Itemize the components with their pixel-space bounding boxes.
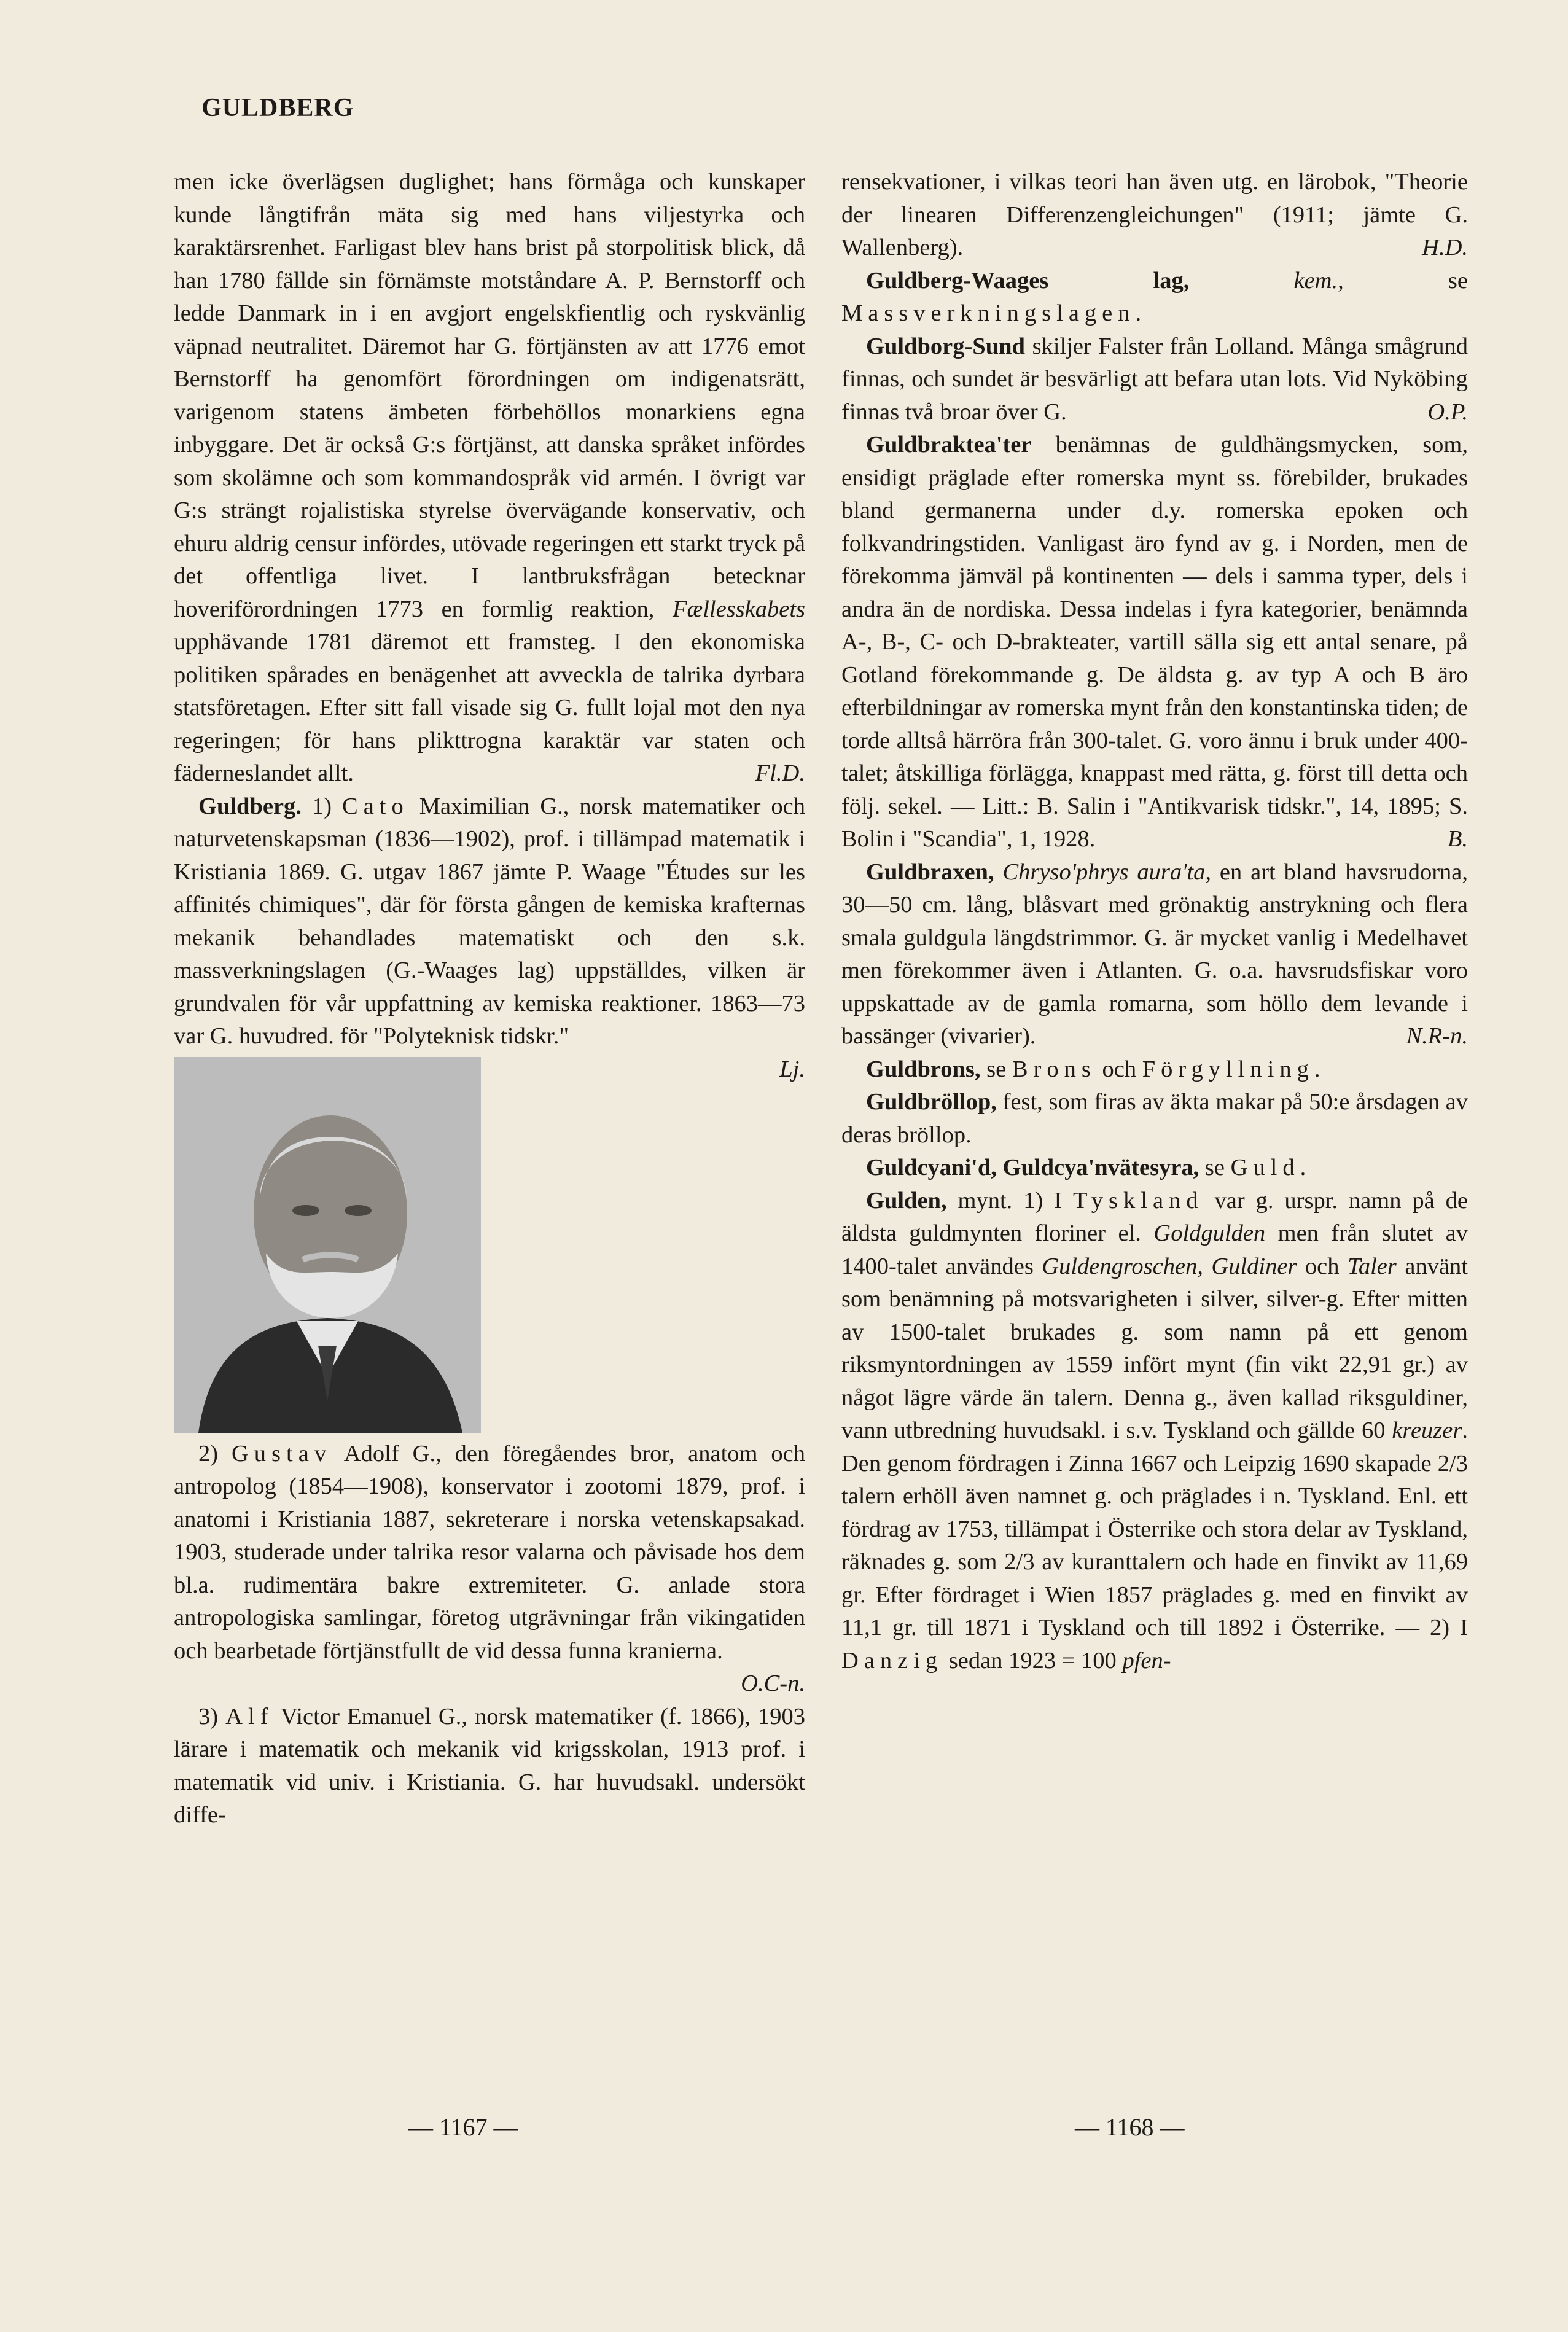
spaced-name: Alf: [225, 1703, 274, 1730]
entry-gulden: [841, 1185, 1468, 1678]
author-signature: Fl.D.: [755, 760, 805, 786]
entry-guldberg: [174, 790, 805, 1053]
paragraph-continuation: [841, 166, 1468, 265]
italic-run: pfen-: [1122, 1647, 1171, 1674]
author-signature: H.D.: [1422, 235, 1468, 260]
text-run: .: [1300, 1155, 1306, 1180]
author-signature: Lj.: [779, 1056, 805, 1082]
entry-headword: Guldbraktea'ter: [866, 432, 1032, 458]
entry-headword: Guldberg.: [198, 793, 302, 819]
text-run: . Den genom fördragen i Zinna 1667 och Leipzig 1690 skapade 2/3 talern erhöll även namnet g. och präglades i n. Tyskland. Enl. ett fördrag av 1753, tillämpat i Österrike och stora delar av Tyskland, räknades g. som 2/3 av kuranttalern och hade en finvikt av 11,69 gr. Efter fördraget i Wien 1857 präglades g. med en finvikt av 11,1 gr. till 1871 i Tyskland och till 1892 i Österrike. — 2) I: [841, 1418, 1468, 1640]
italic-run: Goldgulden: [1153, 1220, 1266, 1246]
italic-run: kem.: [1189, 267, 1338, 294]
entry-alf: [174, 1701, 805, 1832]
text-run: använt som benämning på motsvarigheten i silver, silver-g. Efter mitten av 1500-talet brukades g. som namn på ett genom riksmyntordningen av 1559 infört mynt (fin vikt 22,91 gr.) av något lägre värde än talern. Denna g., även kallad riksguldiner, vann utbredning huvudsakl. i s.v. Tyskland och gällde 60: [841, 1253, 1468, 1443]
text-run: mynt. 1) I: [946, 1187, 1073, 1214]
entry-headword: Guldbraxen,: [866, 859, 994, 885]
entry-guldcyanid: [841, 1152, 1468, 1185]
italic-run: Chryso'phrys aura'ta,: [994, 859, 1211, 885]
text-run: Adolf G., den föregåendes bror, anatom och antropolog (1854—1908), konservator i zootomi 1879, prof. i anatomi i Kristiania 1887, sekreterare i norska vetenskapsakad. 1903, studerade under talrika resor valarna och påvisade hos dem bl.a. rudimentära bakre extremiteter. G. anlade stora antropologiska samlingar, företog utgrävningar från vikingatiden och bearbetade förtjänstfullt de vid dessa funna kranierna.: [174, 1440, 805, 1664]
portrait-illustration: [174, 1057, 481, 1433]
spaced-word: Tyskland: [1072, 1187, 1204, 1214]
text-run: .: [1314, 1056, 1320, 1082]
text-run: se: [1199, 1155, 1231, 1180]
text-run: 2): [198, 1440, 232, 1467]
author-signature: B.: [1447, 826, 1468, 852]
entry-guldborg-sund: [841, 330, 1468, 429]
entry-gustav: [174, 1438, 805, 1696]
text-run: rensekvationer, i vilkas teori han även utg. en lärobok, "Theorie der linearen Differenzengleichungen" (1911; jämte G. Wallenberg).: [841, 169, 1468, 260]
italic-run: Taler: [1347, 1253, 1397, 1279]
entry-headword: Guldbröllop,: [866, 1089, 997, 1115]
italic-run: Fællesskabets: [673, 596, 805, 622]
cross-reference: Förgyllning: [1142, 1056, 1314, 1082]
entry-guldbrakteater: [841, 429, 1468, 856]
portrait-photo: [174, 1057, 481, 1433]
entry-headword: Gulden,: [866, 1187, 947, 1214]
text-run: sedan 1923 = 100: [943, 1647, 1123, 1674]
text-run: 1): [301, 793, 343, 819]
entry-headword: Guldberg-Waages lag,: [866, 267, 1190, 294]
right-column: [841, 166, 1468, 1677]
text-run: , se: [1338, 267, 1468, 294]
text-run: .: [1135, 300, 1142, 326]
author-signature: O.P.: [1427, 399, 1468, 425]
entry-guldberg-waages-lag: [841, 265, 1468, 330]
text-run: skiljer Falster från Lolland. Många smågrund finnas, och sundet är besvärligt att befara utan lots. Vid Nyköbing finnas två broar över G.: [841, 333, 1468, 425]
text-run: var g. urspr. namn på de äldsta guldmynten floriner el.: [841, 1187, 1468, 1246]
left-column: [174, 166, 805, 1832]
text-run: Victor Emanuel G., norsk matematiker (f. 1866), 1903 lärare i matematik och mekanik vid krigsskolan, 1913 prof. i matematik vid univ. i Kristiania. G. har huvudsakl. undersökt diffe-: [174, 1703, 805, 1828]
spaced-name: Gustav: [232, 1440, 332, 1467]
text-run: en art bland havsrudorna, 30—50 cm. lång, blåsvart med grönaktig anstrykning och flera smala guldgula längdstrimmor. G. är mycket vanlig i Medelhavet men förekommer även i Atlanten. G. o.a. havsrudsfiskar voro uppskattade av de gamla romarna, som höllo dem levande i bassänger (vivarier).: [841, 859, 1468, 1049]
text-run: men från slutet av 1400-talet användes: [841, 1220, 1468, 1279]
text-run: Maximilian G., norsk matematiker och naturvetenskapsman (1836—1902), prof. i tillämpad matematik i Kristiania 1869. G. utgav 1867 jämte P. Waage "Études sur les affinités chimiques", där för första gången de kemiska krafternas mekanik behandlades matematiskt och den s.k. massverkningslagen (G.-Waages lag) uppställdes, vilken är grundvalen för vår uppfattning av kemiska reaktioner. 1863—73 var G. huvudred. för "Polyteknisk tidskr.": [174, 793, 805, 1049]
text-run: 3): [198, 1703, 226, 1730]
text-run: fest, som firas av äkta makar på 50:e årsdagen av deras bröllop.: [841, 1089, 1468, 1148]
entry-headword: Guldborg-Sund: [866, 333, 1025, 359]
page-number-right: — 1168 —: [1075, 2113, 1185, 2141]
cross-reference: Brons: [1012, 1056, 1096, 1082]
text-run: och: [1297, 1253, 1348, 1279]
text-run: se: [980, 1056, 1012, 1082]
entry-guldbraxen: [841, 856, 1468, 1053]
entry-guldbrons: [841, 1053, 1468, 1086]
text-run: upphävande 1781 däremot ett framsteg. I den ekonomiska politiken spårades en benägenhet att avveckla de talrika dyrbara statsföretagen. Efter sitt fall visade sig G. fullt lojal mot den nya regeringen; för hans plikttrogna karaktär var staten och fäderneslandet allt.: [174, 629, 805, 786]
entry-headword: Guldbrons,: [866, 1056, 981, 1082]
author-signature: N.R-n.: [1406, 1023, 1468, 1049]
running-header: GULDBERG: [201, 94, 354, 122]
entry-guldbrollop: [841, 1086, 1468, 1152]
cross-reference: Guld: [1230, 1155, 1300, 1180]
author-signature: O.C-n.: [741, 1671, 805, 1696]
text-run: benämnas de guldhängsmycken, som, ensidigt präglade efter romerska mynt ss. förebilder, brukades bland germanerna under d.y. romerska epoken och folkvandringstiden. Vanligast äro fynd av g. i Norden, men de förekomma jämväl på kontinenten — dels i samma typer, dels i andra än de nordiska. Dessa indelas i fyra kategorier, benämnda A-, B-, C- och D-brakteater, vartill sälla sig ett antal senare, på Gotland förekommande g. De äldsta g. av typ A och B äro efterbildningar av romerska mynt från den konstantinska tiden; de torde alltså härröra från 300-talet. G. voro ännu i bruk under 400-talet; åtskilliga förlägga, knappast med rätta, g. först till detta och följ. sekel. — Litt.: B. Salin i "Antikvarisk tidskr.", 14, 1895; S. Bolin i "Scandia", 1, 1928.: [841, 432, 1468, 852]
text-run: och: [1096, 1056, 1142, 1082]
italic-run: kreuzer: [1392, 1418, 1462, 1443]
paragraph-continuation: [174, 166, 805, 790]
entry-headword: Guldcyani'd, Guldcya'nvätesyra,: [866, 1155, 1199, 1180]
page-number-left: — 1167 —: [408, 2113, 518, 2141]
italic-run: Guldengroschen, Guldiner: [1042, 1253, 1297, 1279]
spaced-name: Cato: [342, 793, 409, 819]
spaced-word: Danzig: [841, 1647, 943, 1674]
cross-reference: Massverkningslagen: [841, 300, 1136, 326]
text-run: men icke överlägsen duglighet; hans förmåga och kunskaper kunde långtifrån mäta sig med hans viljestyrka och karaktärsrenhet. Farligast blev hans brist på storpolitisk blick, då han 1780 fällde sin förnämste motståndare A. P. Bernstorff och ledde Danmark in i en avgjort engelskfientlig och ryskvänlig väpnad neutralitet. Däremot har G. förtjänsten av att 1776 emot Bernstorff ha genomfört förordningen om indigenatsrätt, varigenom statens ämbeten förbehöllos monarkiens egna inbyggare. Det är också G:s förtjänst, att danska språket infördes som skolämne och som kommandospråk vid armén. I övrigt var G:s strängt rojalistiska styrelse övervägande konservativ, och ehuru aldrig censur infördes, utövade regeringen ett starkt tryck på det offentliga livet. I lantbruksfrågan betecknar hoveriförordningen 1773 en formlig reaktion,: [174, 169, 805, 622]
